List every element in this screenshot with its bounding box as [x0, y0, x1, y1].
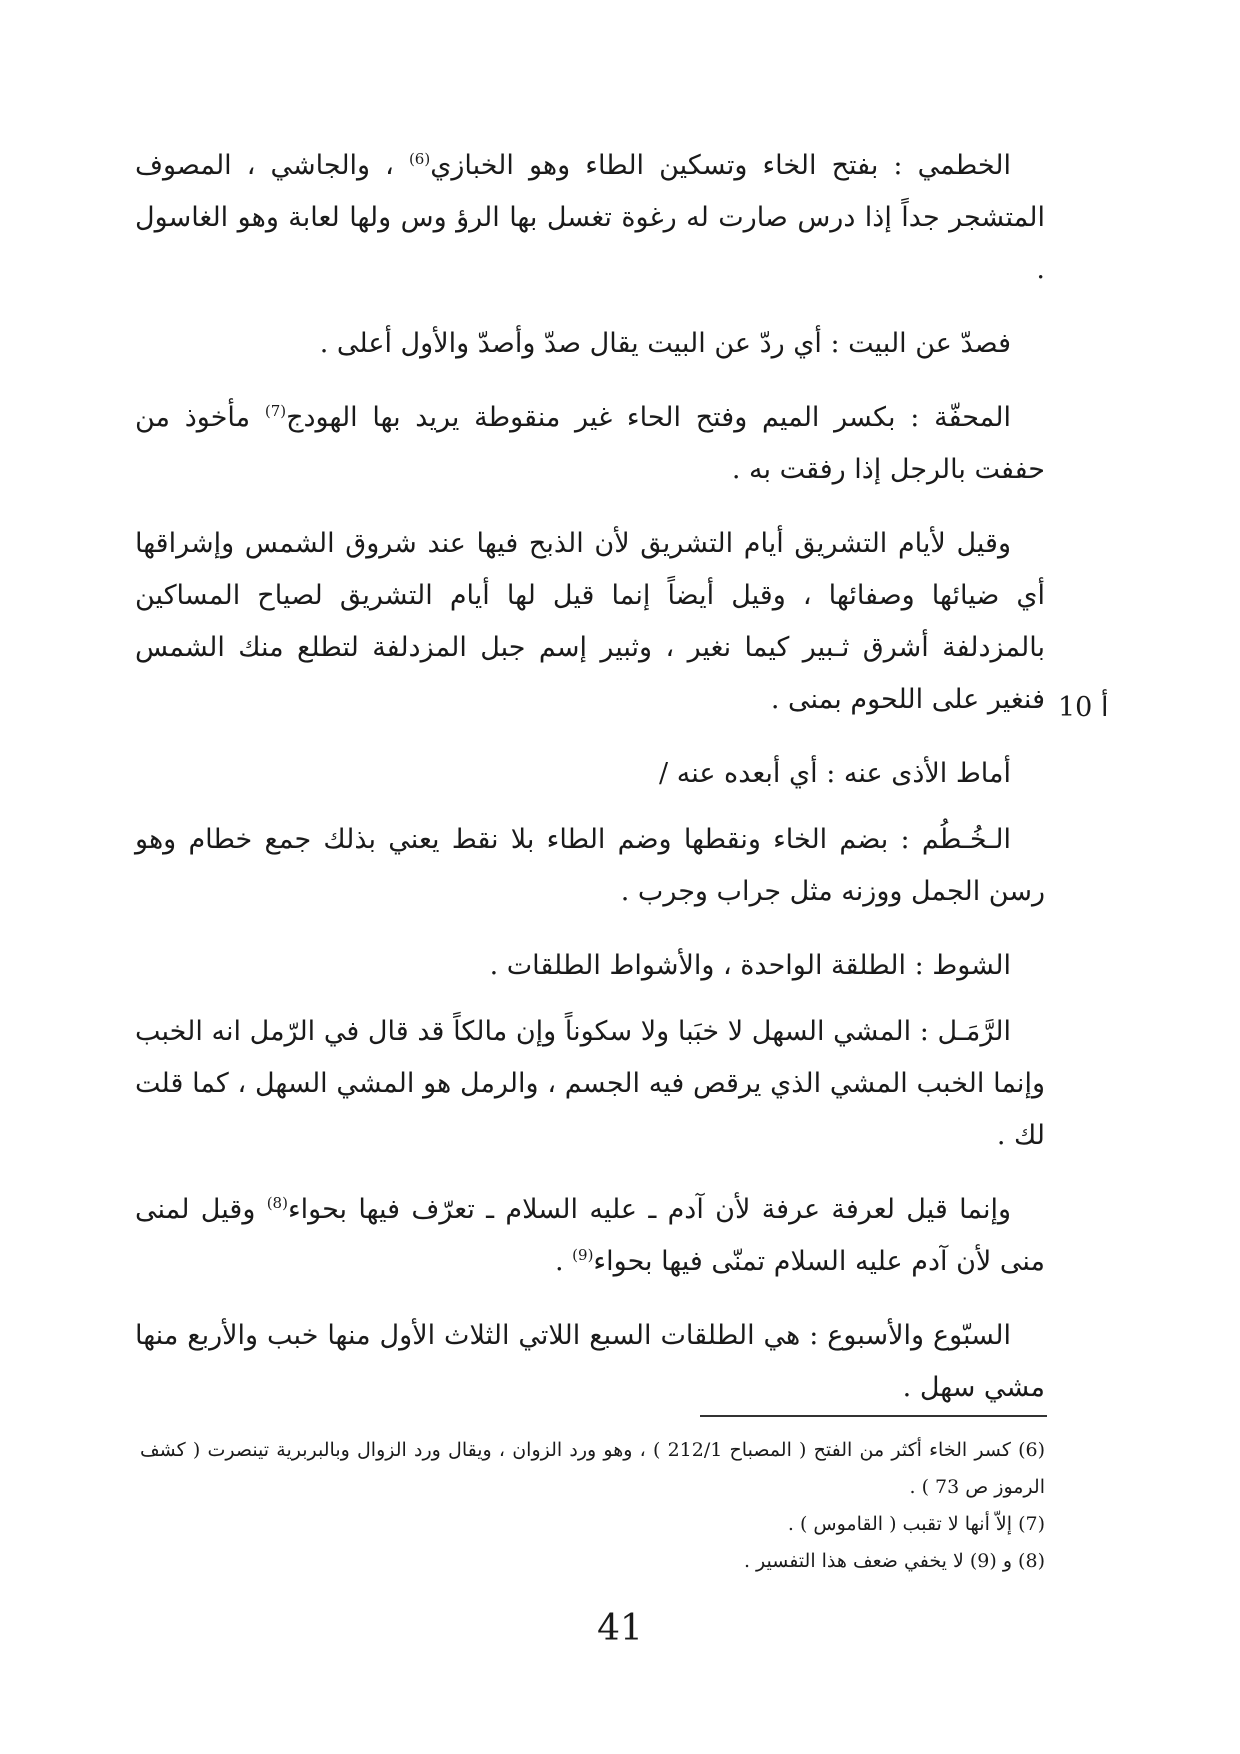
- paragraph-amata: [135, 748, 1045, 800]
- footnote-ref-9: (9): [572, 1246, 594, 1264]
- paragraph-text: .: [554, 1246, 573, 1277]
- paragraph-text: الخطمي : بفتح الخاء وتسكين الطاء وهو الخبازي: [430, 150, 1011, 181]
- paragraph-text: ، والجاشي ، المصوف المتشجر جداً إذا درس صارت له رغوة تغسل بها الرؤ وس ولها لعابة وهو الغاسول .: [135, 150, 1045, 285]
- paragraph-khatmi: [135, 140, 1045, 296]
- page-number: 41: [597, 1608, 643, 1649]
- paragraph-sadda: [135, 318, 1045, 370]
- footnote-ref-8: (8): [266, 1194, 288, 1212]
- paragraph-text: وإنما قيل لعرفة عرفة لأن آدم ـ عليه السلام ـ تعرّف فيها بحواء: [287, 1194, 1011, 1225]
- paragraph-text: السبّوع والأسبوع : هي الطلقات السبع اللاتي الثلاث الأول منها خبب والأربع منها مشي سهل .: [135, 1320, 1045, 1403]
- footnote-6: (6) كسر الخاء أكثر من الفتح ( المصباح 212/1 ) ، وهو ورد الزوان ، ويقال ورد الزوال وبالبربرية تينصرت ( كشف الرموز ص 73 ) .: [140, 1439, 1045, 1498]
- paragraph-mihaffa: [135, 392, 1045, 496]
- paragraph-subu: [135, 1310, 1045, 1414]
- paragraph-shawt: [135, 940, 1045, 992]
- manuscript-folio-marker: 10 أ: [1058, 692, 1109, 723]
- paragraph-text: وقيل لأيام التشريق أيام التشريق لأن الذبح فيها عند شروق الشمس وإشراقها أي ضيائها وصفائها ، وقيل أيضاً إنما قيل لها أيام التشريق لصياح المساكين بالمزدلفة أشرق ثـبير كيما نغير ، وثبير إسم جبل المزدلفة لتطلع منك الشمس فنغير على اللحوم بمنى .: [135, 528, 1045, 715]
- paragraph-text: الشوط : الطلقة الواحدة ، والأشواط الطلقات .: [489, 950, 1011, 981]
- footnote-7: (7) إلاّ أنها لا تقبب ( القاموس ) .: [787, 1513, 1045, 1535]
- paragraph-text: مأخوذ من حففت بالرجل إذا رفقت به .: [135, 402, 1045, 485]
- paragraph-tashriq: [135, 518, 1045, 726]
- paragraph-text: المحفّة : بكسر الميم وفتح الحاء غير منقوطة يريد بها الهودج: [286, 402, 1011, 433]
- paragraph-text: أماط الأذى عنه : أي أبعده عنه /: [659, 758, 1011, 789]
- paragraph-text: وقيل لمنى منى لأن آدم عليه السلام تمنّى فيها بحواء: [135, 1194, 1045, 1277]
- paragraph-text: الرَّمَـل : المشي السهل لا خبَبا ولا سكوناً وإن مالكاً قد قال في الرّمل انه الخبب وإنما الخبب المشي الذي يرقص فيه الجسم ، والرمل هو المشي السهل ، كما قلت لك .: [135, 1016, 1045, 1151]
- paragraph-text: فصدّ عن البيت : أي ردّ عن البيت يقال صدّ وأصدّ والأول أعلى .: [319, 328, 1011, 359]
- footnote-8-9: (8) و (9) لا يخفي ضعف هذا التفسير .: [743, 1550, 1045, 1572]
- footnote-ref-6: (6): [408, 150, 431, 168]
- footnote-ref-7: (7): [264, 402, 287, 420]
- footnote-separator: [700, 1415, 1047, 1417]
- footnotes: [140, 1432, 1045, 1580]
- paragraph-text: الـخُـطُم : بضم الخاء ونقطها وضم الطاء بلا نقط يعني بذلك جمع خطام وهو رسن الجمل ووزنه مثل جراب وجرب .: [135, 824, 1045, 907]
- main-text: [135, 140, 1045, 1436]
- paragraph-khutum: [135, 814, 1045, 918]
- paragraph-arafa: [135, 1184, 1045, 1288]
- paragraph-ramal: [135, 1006, 1045, 1162]
